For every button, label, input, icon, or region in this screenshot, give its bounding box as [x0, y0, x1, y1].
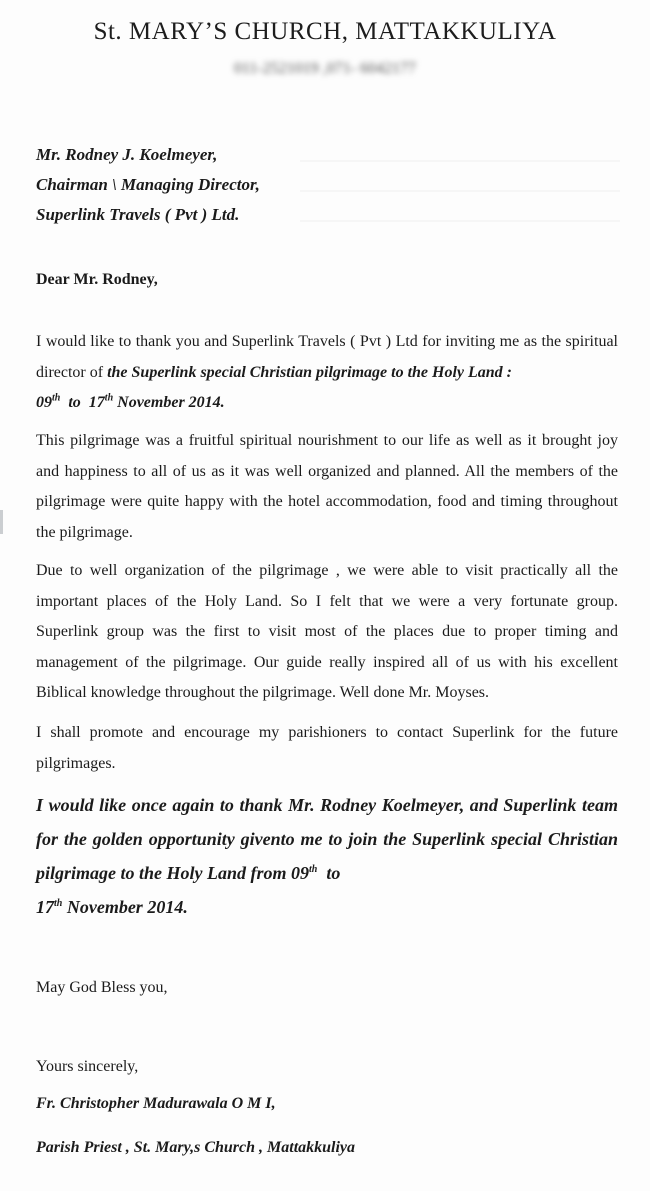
- final-date-end-day: 17: [36, 897, 54, 917]
- final-date-end-suffix: th: [54, 898, 63, 909]
- signer-title: Parish Priest , St. Mary,s Church , Mattakkuliya: [36, 1139, 356, 1156]
- show-through-text: [300, 160, 620, 250]
- paragraph-organization: Due to well organization of the pilgrimage , we were able to visit practically all the important places of the Holy Land. So I felt that we were a very fortunate group. Superlink group was the first to visit most of the places due to proper timing and management of the pilgrimage. Our guide really inspired all of us with his excellent Biblical knowledge throughout the pilgrimage. Well done Mr. Moyses.: [36, 562, 618, 701]
- pilgrimage-title: [36, 364, 512, 412]
- date-start-day: 09: [36, 394, 52, 411]
- date-to: to: [60, 394, 89, 411]
- signer-name: Fr. Christopher Madurawala O M I,: [36, 1095, 276, 1112]
- salutation: Dear Mr. Rodney,: [36, 271, 158, 288]
- date-end-suffix: th: [104, 392, 114, 404]
- letterhead-title: St. MARY’S CHURCH, MATTAKKULIYA: [93, 18, 557, 45]
- final-date-start-suffix: th: [309, 864, 318, 875]
- paragraph-experience: This pilgrimage was a fruitful spiritual nourishment to our life as well as it brought joy and happiness to all of us as it was well organized and planned. All the members of the pilgrimage were quite happy with the hotel accommodation, food and timing throughout the pilgrimage.: [36, 432, 618, 541]
- paragraph-final-thanks: [36, 788, 618, 924]
- date-end-day: 17: [88, 394, 105, 411]
- paragraph-thanks: [36, 327, 618, 419]
- pilgrimage-name: the Superlink special Christian pilgrimage to the Holy Land :: [107, 363, 513, 381]
- letterhead-phone: 011-2521019 ,071- 6042177: [233, 60, 417, 77]
- date-start-suffix: th: [52, 392, 61, 404]
- final-date-to: to: [317, 863, 345, 883]
- paragraph-thanks-text: I would like to thank you and Superlink Travels ( Pvt ) Ltd for inviting me as the spiritual director of: [36, 333, 618, 381]
- final-date-start-day: 09: [291, 863, 309, 883]
- paragraph-promotion: I shall promote and encourage my parishioners to contact Superlink for the future pilgrimages.: [36, 724, 618, 772]
- sign-off: Yours sincerely,: [36, 1058, 139, 1075]
- recipient-position: Chairman \ Managing Director,: [36, 175, 260, 194]
- final-date-end-rest: November 2014.: [62, 897, 188, 917]
- recipient-name: Mr. Rodney J. Koelmeyer,: [36, 145, 218, 164]
- recipient-company: Superlink Travels ( Pvt ) Ltd.: [36, 205, 240, 224]
- recipient-address: [36, 140, 260, 230]
- blessing-line: May God Bless you,: [36, 979, 168, 996]
- final-thanks-text: I would like once again to thank Mr. Rodney Koelmeyer, and Superlink team for the golden opportunity givento me to join the Superlink special Christian pilgrimage to the Holy Land from: [36, 795, 618, 883]
- scan-edge-mark: [0, 510, 3, 534]
- date-end-rest: November 2014.: [113, 394, 225, 411]
